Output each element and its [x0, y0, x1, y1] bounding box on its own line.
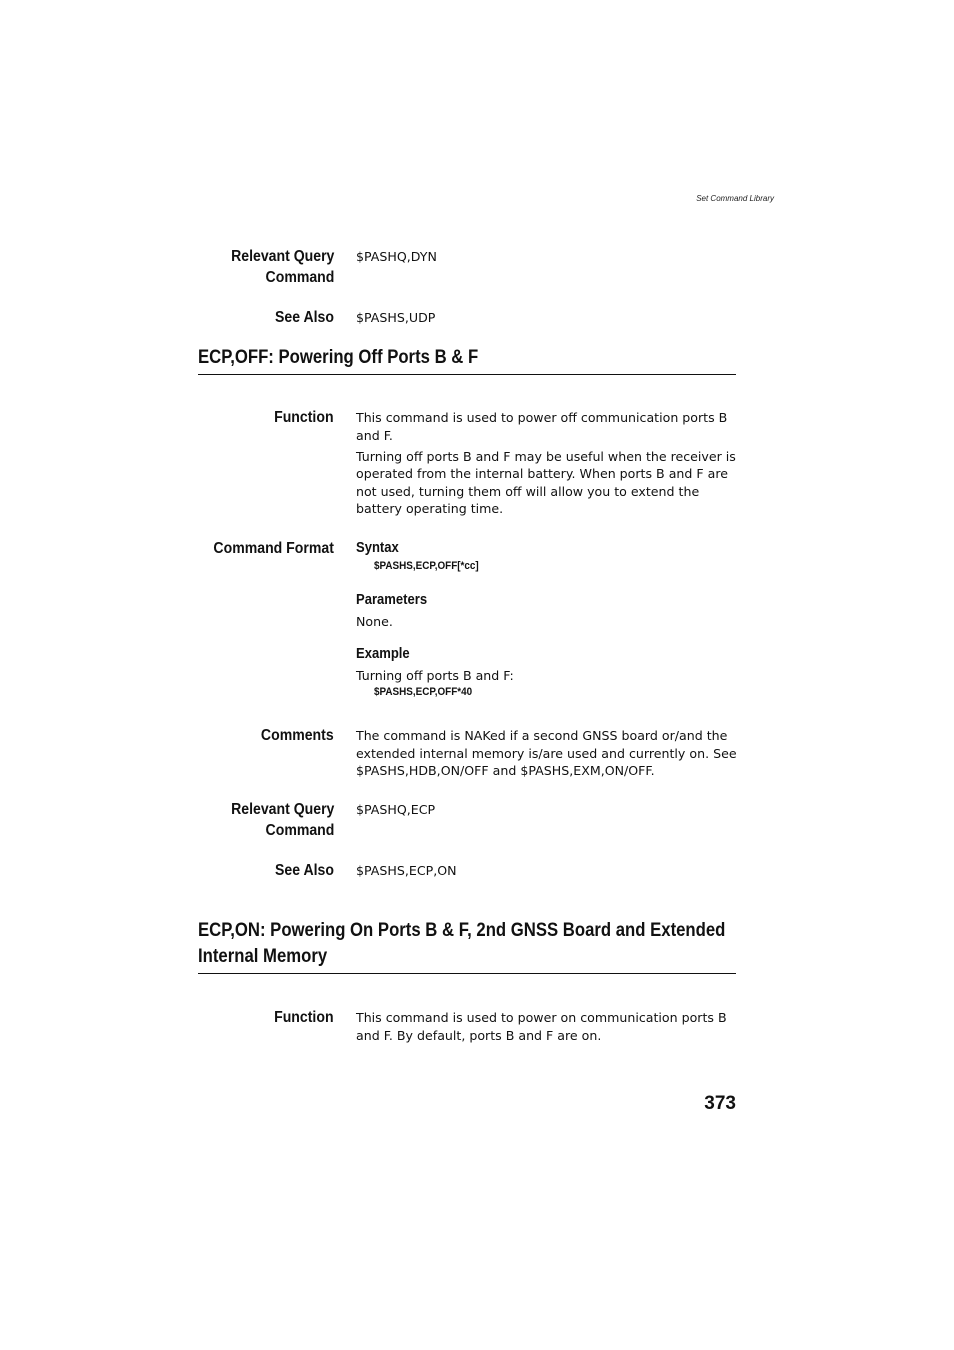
function-paragraph-1: This command is used to power off communication ports B and F. — [356, 410, 728, 443]
command-format-label: Command Format — [213, 540, 334, 557]
page-number: 373 — [704, 1093, 736, 1114]
function-label-ecp-on: Function — [274, 1009, 334, 1026]
relevant-query-value: $PASHQ,DYN — [356, 249, 437, 264]
example-heading: Example — [356, 645, 410, 662]
section-title-ecp-off-text: ECP,OFF: Powering Off Ports B & F — [198, 347, 479, 368]
function-description — [356, 409, 738, 522]
example-code: $PASHS,ECP,OFF*40 — [374, 686, 473, 699]
section-title-ecp-on-line1: ECP,ON: Powering On Ports B & F, 2nd GNSS Board and Extended — [198, 920, 726, 941]
comments-label: Comments — [261, 727, 334, 744]
function-paragraph-2: Turning off ports B and F may be useful when the receiver is operated from the internal battery. When ports B and F are not used, turning them off will allow you to extend the battery operating time. — [356, 448, 736, 517]
see-also-label: See Also — [275, 309, 334, 326]
function-description-ecp-on: This command is used to power on communication ports B and F. By default, ports B and F are on. — [356, 1010, 727, 1043]
syntax-code: $PASHS,ECP,OFF[*cc] — [374, 560, 479, 572]
parameters-heading: Parameters — [356, 592, 428, 608]
relevant-query-label-line1: Relevant Query — [230, 248, 334, 265]
relevant-query-label — [231, 246, 334, 288]
see-also-label-ecp: See Also — [275, 862, 334, 879]
section-title-ecp-on — [198, 918, 736, 974]
section-title-ecp-off — [198, 345, 736, 375]
section-title-ecp-on-line2: Internal Memory — [198, 946, 328, 967]
relevant-query-label-line2: Command — [265, 269, 334, 286]
relevant-query-label-ecp-line1: Relevant Query — [230, 801, 334, 818]
relevant-query-value-ecp: $PASHQ,ECP — [356, 802, 436, 817]
parameters-text: None. — [356, 614, 393, 629]
comments-text: The command is NAKed if a second GNSS board or/and the extended internal memory is/are used and currently on. See $PASHS,HDB,ON/OFF and $PASHS,EXM,ON/OFF. — [356, 728, 737, 779]
relevant-query-label-ecp-line2: Command — [265, 822, 334, 839]
running-header: Set Command Library — [696, 194, 774, 203]
see-also-value: $PASHS,UDP — [356, 310, 436, 325]
function-label: Function — [274, 409, 334, 426]
example-text: Turning off ports B and F: — [356, 667, 514, 683]
relevant-query-label-ecp — [231, 799, 334, 841]
syntax-heading: Syntax — [356, 540, 399, 556]
see-also-value-ecp: $PASHS,ECP,ON — [356, 863, 457, 878]
command-format-block — [356, 539, 738, 699]
